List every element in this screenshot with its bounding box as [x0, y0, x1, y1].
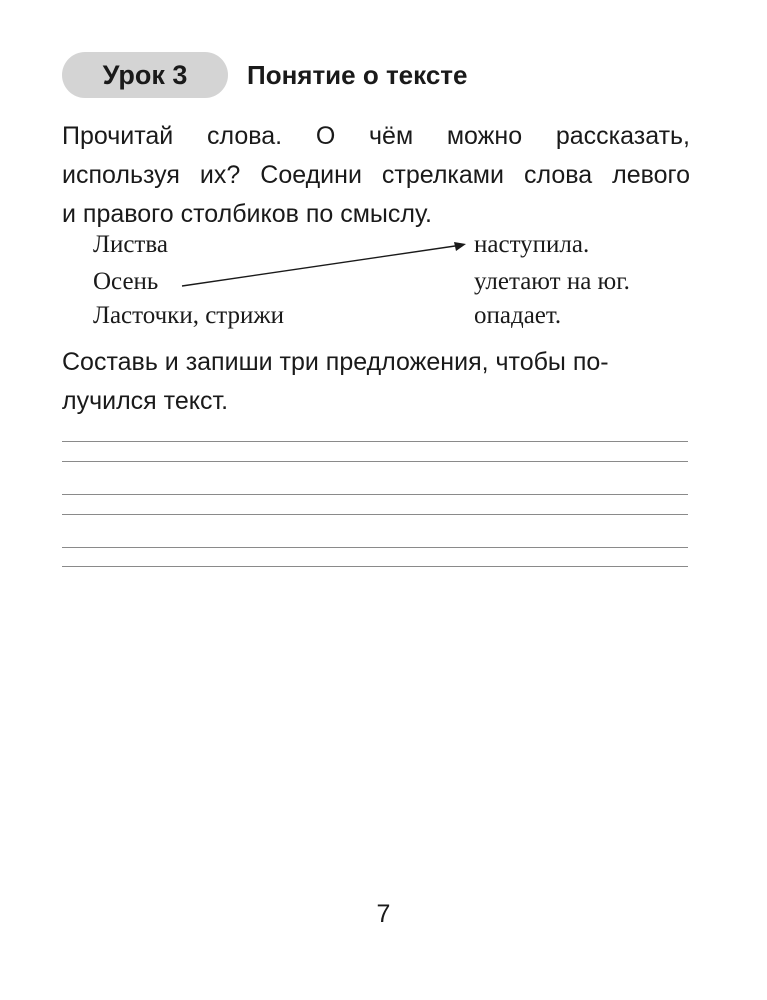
task1-line: и правого столбиков по смыслу.	[62, 200, 432, 228]
left-word-swallows: Ласточки, стрижи	[93, 302, 285, 329]
writing-line[interactable]	[62, 494, 688, 495]
left-word-leaves: Листва	[93, 231, 168, 258]
writing-line[interactable]	[62, 514, 688, 515]
task1-line: используя их? Соедини стрелками слова левого	[62, 161, 690, 189]
task1-line: Прочитай слова. О чём можно рассказать,	[62, 122, 690, 150]
lesson-label: Урок 3	[102, 59, 188, 90]
task2-instruction	[62, 343, 690, 421]
arrow-head-icon	[454, 242, 466, 251]
right-word-fly-south: улетают на юг.	[474, 268, 630, 295]
task2-line: Составь и запиши три предложения, чтобы по-	[62, 348, 609, 376]
arrow-line	[182, 246, 455, 286]
page-number: 7	[376, 900, 391, 928]
left-word-autumn: Осень	[93, 268, 159, 295]
writing-line[interactable]	[62, 547, 688, 548]
right-word-came: наступила.	[474, 231, 590, 258]
right-word-falling: опадает.	[474, 302, 562, 329]
writing-line[interactable]	[62, 461, 688, 462]
writing-line[interactable]	[62, 566, 688, 567]
writing-line[interactable]	[62, 441, 688, 442]
task2-line: лучился текст.	[62, 387, 229, 415]
lesson-title: Понятие о тексте	[247, 60, 468, 90]
